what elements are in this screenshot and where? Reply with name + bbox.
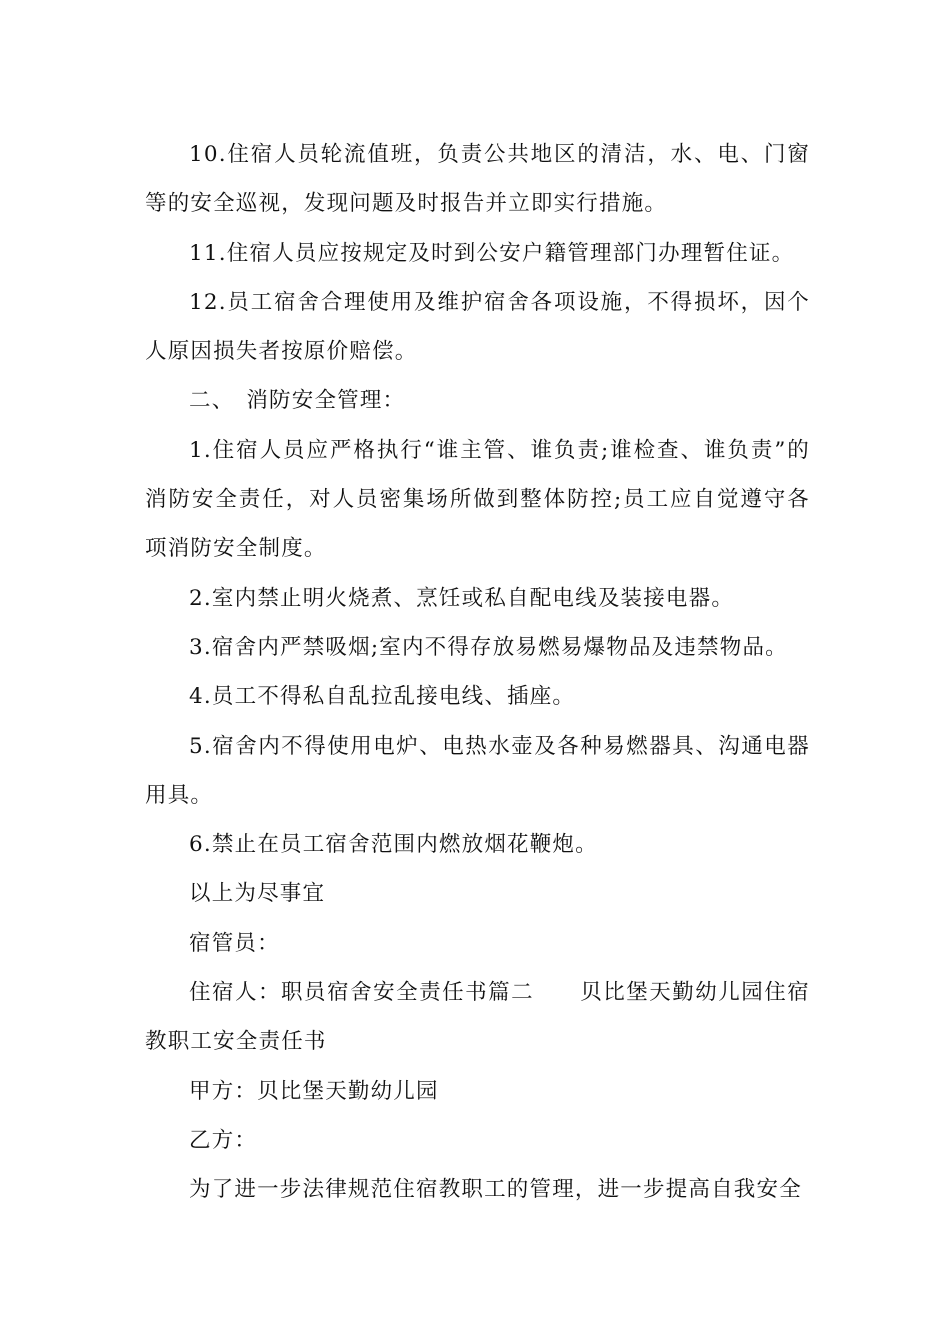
paragraph-1-fire-responsibility: 1.住宿人员应严格执行“谁主管、谁负责;谁检查、谁负责”的消防安全责任，对人员密集场所做到整体防控;员工应自觉遵守各项消防安全制度。 [145,437,810,562]
paragraph-11-residence-permit: 11.住宿人员应按规定及时到公安户籍管理部门办理暂住证。 [189,240,795,266]
party-a-line: 甲方：贝比堡天勤幼儿园 [189,1078,439,1104]
paragraph-10-duty-rotation: 10.住宿人员轮流值班，负责公共地区的清洁，水、电、门窗等的安全巡视，发现问题及时报告并立即实行措施。 [145,142,810,217]
paragraph-12-facility-care: 12.员工宿舍合理使用及维护宿舍各项设施，不得损坏，因个人原因损失者按原价赔偿。 [145,289,810,365]
paragraph-3-no-smoking: 3.宿舍内严禁吸烟;室内不得存放易燃易爆物品及违禁物品。 [189,634,788,660]
paragraph-6-no-fireworks: 6.禁止在员工宿舍范围内燃放烟花鞭炮。 [189,832,598,858]
paragraph-5-no-appliances: 5.宿舍内不得使用电炉、电热水壶及各种易燃器具、沟通电器用具。 [145,733,810,808]
section-heading-fire-safety: 二、 消防安全管理： [189,388,406,414]
paragraph-intro-partial: 为了进一步法律规范住宿教职工的管理，进一步提高自我安全 [189,1177,802,1203]
party-b-line: 乙方： [189,1127,258,1153]
paragraph-2-no-open-flame: 2.室内禁止明火烧煮、烹饪或私自配电线及装接电器。 [189,585,735,611]
paragraph-closing: 以上为尽事宜 [189,881,326,907]
dorm-manager-signature-line: 宿管员： [189,930,280,956]
resident-signature-line: 住宿人：职员宿舍安全责任书篇二 贝比堡天勤幼儿园住宿教职工安全责任书 [145,980,810,1055]
paragraph-4-no-wiring: 4.员工不得私自乱拉乱接电线、插座。 [189,684,576,710]
document-body [145,130,810,1215]
